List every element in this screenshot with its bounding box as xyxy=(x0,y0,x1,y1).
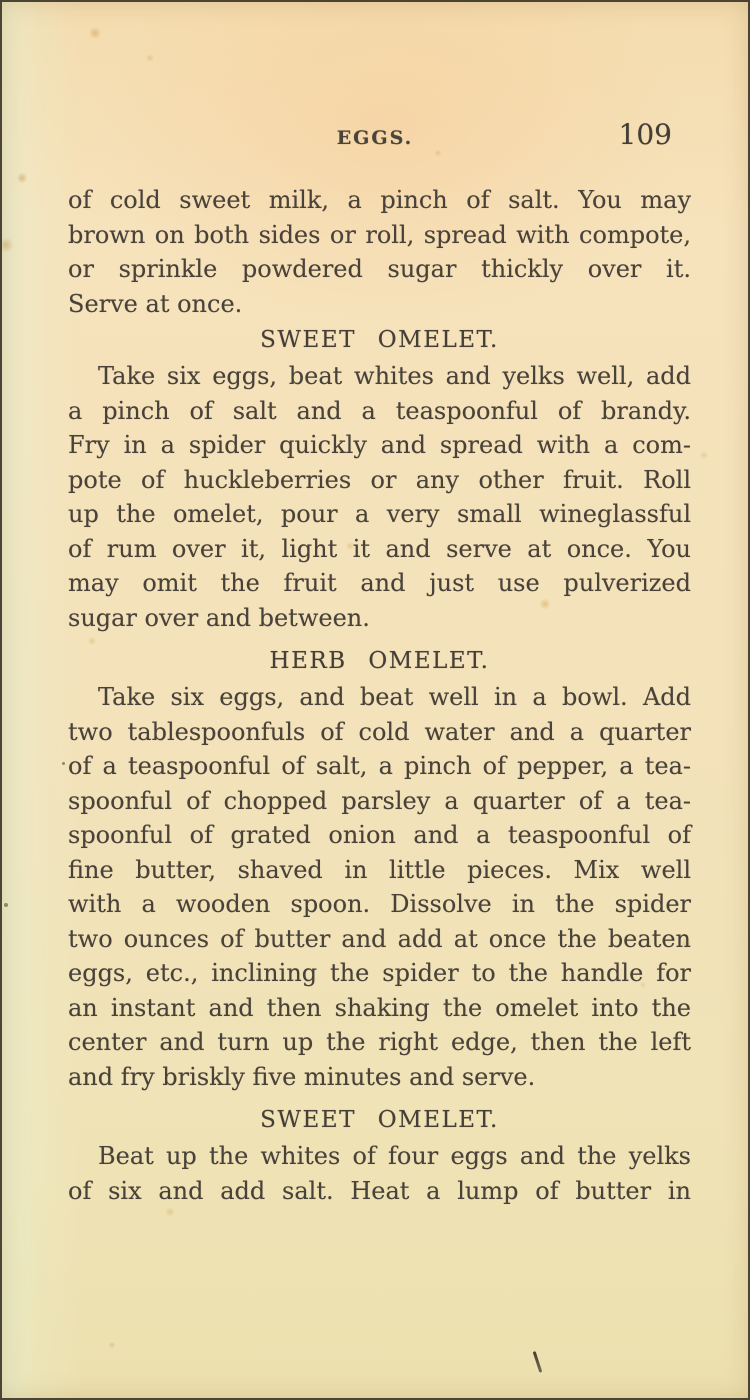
section-heading-sweet-omelet-1: SWEET OMELET. xyxy=(260,327,499,353)
stray-ink-mark xyxy=(533,1351,542,1373)
page-body xyxy=(68,183,691,1208)
text-line: Fry in a spider quickly and spread with a com- xyxy=(68,431,691,459)
text-line: pote of huckleberries or any other fruit. Roll xyxy=(68,465,691,494)
text-line: Serve at once. xyxy=(68,289,243,318)
text-line: Take six eggs, beat whites and yelks well, add xyxy=(98,362,691,390)
text-line: an instant and then shaking the omelet into the xyxy=(68,993,691,1022)
paper-speck xyxy=(62,762,65,765)
text-line: of six and add salt. Heat a lump of butter in xyxy=(68,1176,691,1205)
text-line: may omit the fruit and just use pulverized xyxy=(68,569,691,597)
page-header xyxy=(0,118,750,152)
text-line: a pinch of salt and a teaspoonful of brandy. xyxy=(68,396,691,425)
text-line: with a wooden spoon. Dissolve in the spider xyxy=(68,890,691,918)
text-line: or sprinkle powdered sugar thickly over it. xyxy=(68,255,691,283)
text-line: brown on both sides or roll, spread with compote, xyxy=(68,220,691,249)
section-heading-sweet-omelet-2: SWEET OMELET. xyxy=(260,1107,499,1133)
text-line: of rum over it, light it and serve at once. You xyxy=(68,534,691,563)
paragraph-sweet-omelet-2 xyxy=(68,1139,691,1208)
text-line: and fry briskly five minutes and serve. xyxy=(68,1062,536,1091)
text-line: of a teaspoonful of salt, a pinch of pepper, a tea- xyxy=(68,752,691,780)
running-head: EGGS. xyxy=(336,127,414,149)
page-number: 109 xyxy=(618,118,672,151)
paragraph-herb-omelet xyxy=(68,680,691,1094)
text-line: Beat up the whites of four eggs and the yelks xyxy=(98,1142,691,1170)
paragraph-continuation xyxy=(68,183,691,321)
text-line: spoonful of grated onion and a teaspoonful of xyxy=(68,821,691,849)
text-line: two tablespoonfuls of cold water and a quarter xyxy=(68,717,691,746)
paper-speck xyxy=(4,903,8,907)
text-line: up the omelet, pour a very small wineglassful xyxy=(68,500,691,528)
text-line: spoonful of chopped parsley a quarter of a tea- xyxy=(68,786,691,815)
text-line: fine butter, shaved in little pieces. Mix well xyxy=(68,855,691,884)
text-line: Take six eggs, and beat well in a bowl. Add xyxy=(98,683,691,711)
text-line: eggs, etc., inclining the spider to the handle for xyxy=(68,959,691,987)
paragraph-sweet-omelet-1 xyxy=(68,359,691,635)
section-heading-herb-omelet: HERB OMELET. xyxy=(269,648,490,674)
text-line: center and turn up the right edge, then the left xyxy=(68,1028,691,1056)
text-line: sugar over and between. xyxy=(68,603,370,632)
text-line: two ounces of butter and add at once the beaten xyxy=(68,924,691,953)
text-line: of cold sweet milk, a pinch of salt. You may xyxy=(68,186,691,214)
